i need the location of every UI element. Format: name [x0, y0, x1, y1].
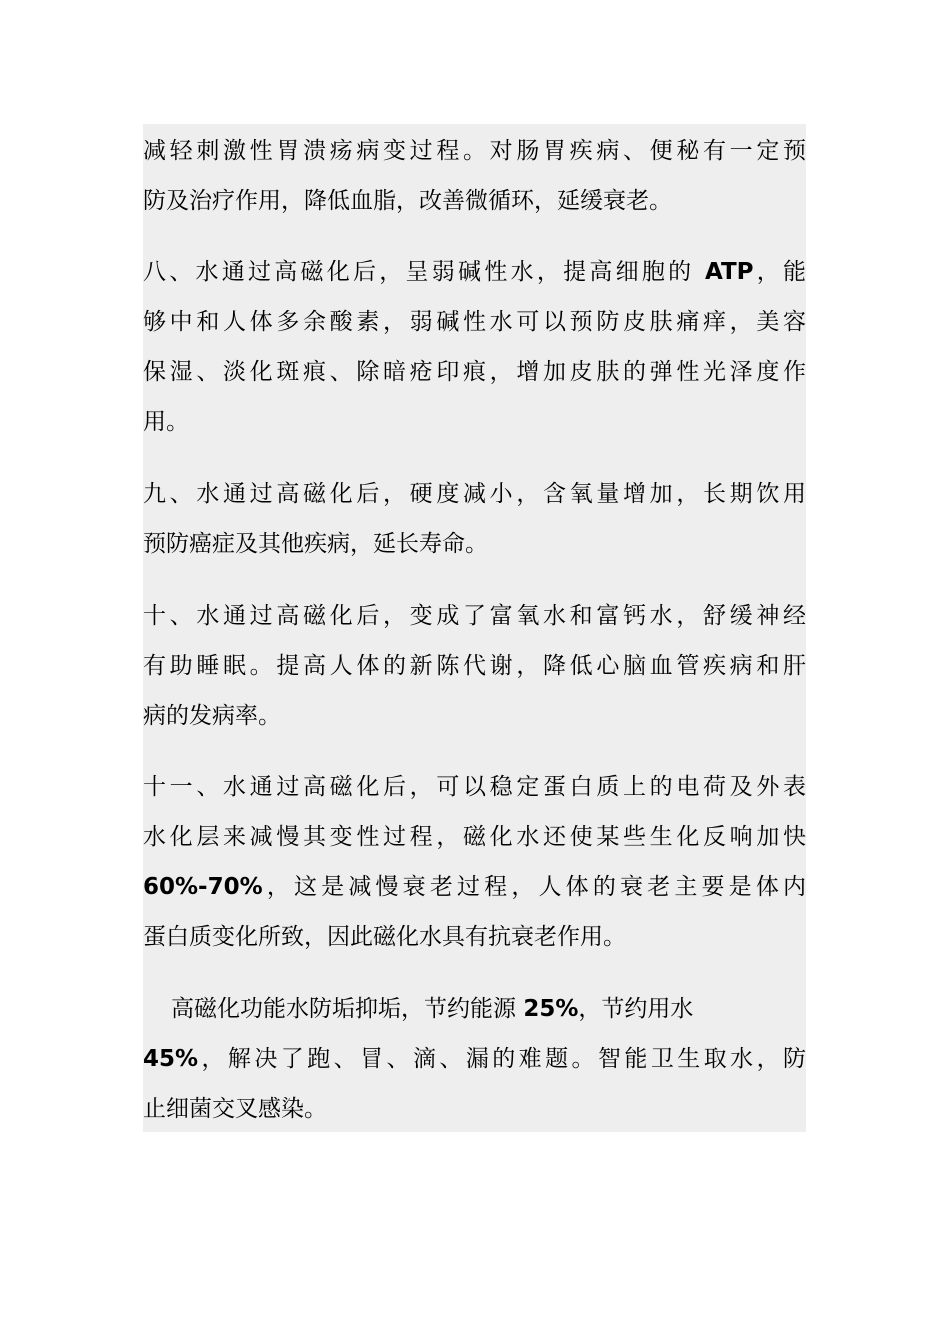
text-line: 高磁化功能水防垢抑垢，节约能源 25%，节约用水: [171, 996, 694, 1022]
text-line: 够中和人体多余酸素，弱碱性水可以预防皮肤痛痒，美容: [143, 309, 806, 335]
text-line: 防及治疗作用，降低血脂，改善微循环，延缓衰老。: [143, 188, 672, 214]
paragraph-8: [143, 247, 806, 447]
paragraph-1: [143, 126, 806, 226]
text-line: 病的发病率。: [143, 703, 281, 729]
paragraph-summary: [143, 984, 806, 1134]
text-line: 保湿、淡化斑痕、除暗疮印痕，增加皮肤的弹性光泽度作: [143, 359, 806, 385]
document-text-block: [143, 124, 806, 1132]
text-line: 蛋白质变化所致，因此磁化水具有抗衰老作用。: [143, 924, 626, 950]
text-line: 八、水通过高磁化后，呈弱碱性水，提高细胞的 ATP，能: [143, 259, 807, 285]
text-line: 45%，解决了跑、冒、滴、漏的难题。智能卫生取水，防: [143, 1046, 806, 1072]
paragraph-9: [143, 469, 806, 569]
text-line: 九、水通过高磁化后，硬度减小，含氧量增加，长期饮用: [143, 481, 806, 507]
text-line: 有助睡眠。提高人体的新陈代谢，降低心脑血管疾病和肝: [143, 653, 806, 679]
text-line: 十、水通过高磁化后，变成了富氧水和富钙水，舒缓神经: [143, 603, 806, 629]
paragraph-10: [143, 591, 806, 741]
text-line: 十一、水通过高磁化后，可以稳定蛋白质上的电荷及外表: [143, 774, 806, 800]
text-line: 减轻刺激性胃溃疡病变过程。对肠胃疾病、便秘有一定预: [143, 138, 806, 164]
text-line: 止细菌交叉感染。: [143, 1096, 327, 1122]
text-line: 水化层来减慢其变性过程，磁化水还使某些生化反响加快: [143, 824, 806, 850]
text-line: 用。: [143, 409, 189, 435]
text-line: 预防癌症及其他疾病，延长寿命。: [143, 531, 488, 557]
text-line: 60%-70%，这是减慢衰老过程，人体的衰老主要是体内: [143, 874, 806, 900]
paragraph-11: [143, 762, 806, 962]
